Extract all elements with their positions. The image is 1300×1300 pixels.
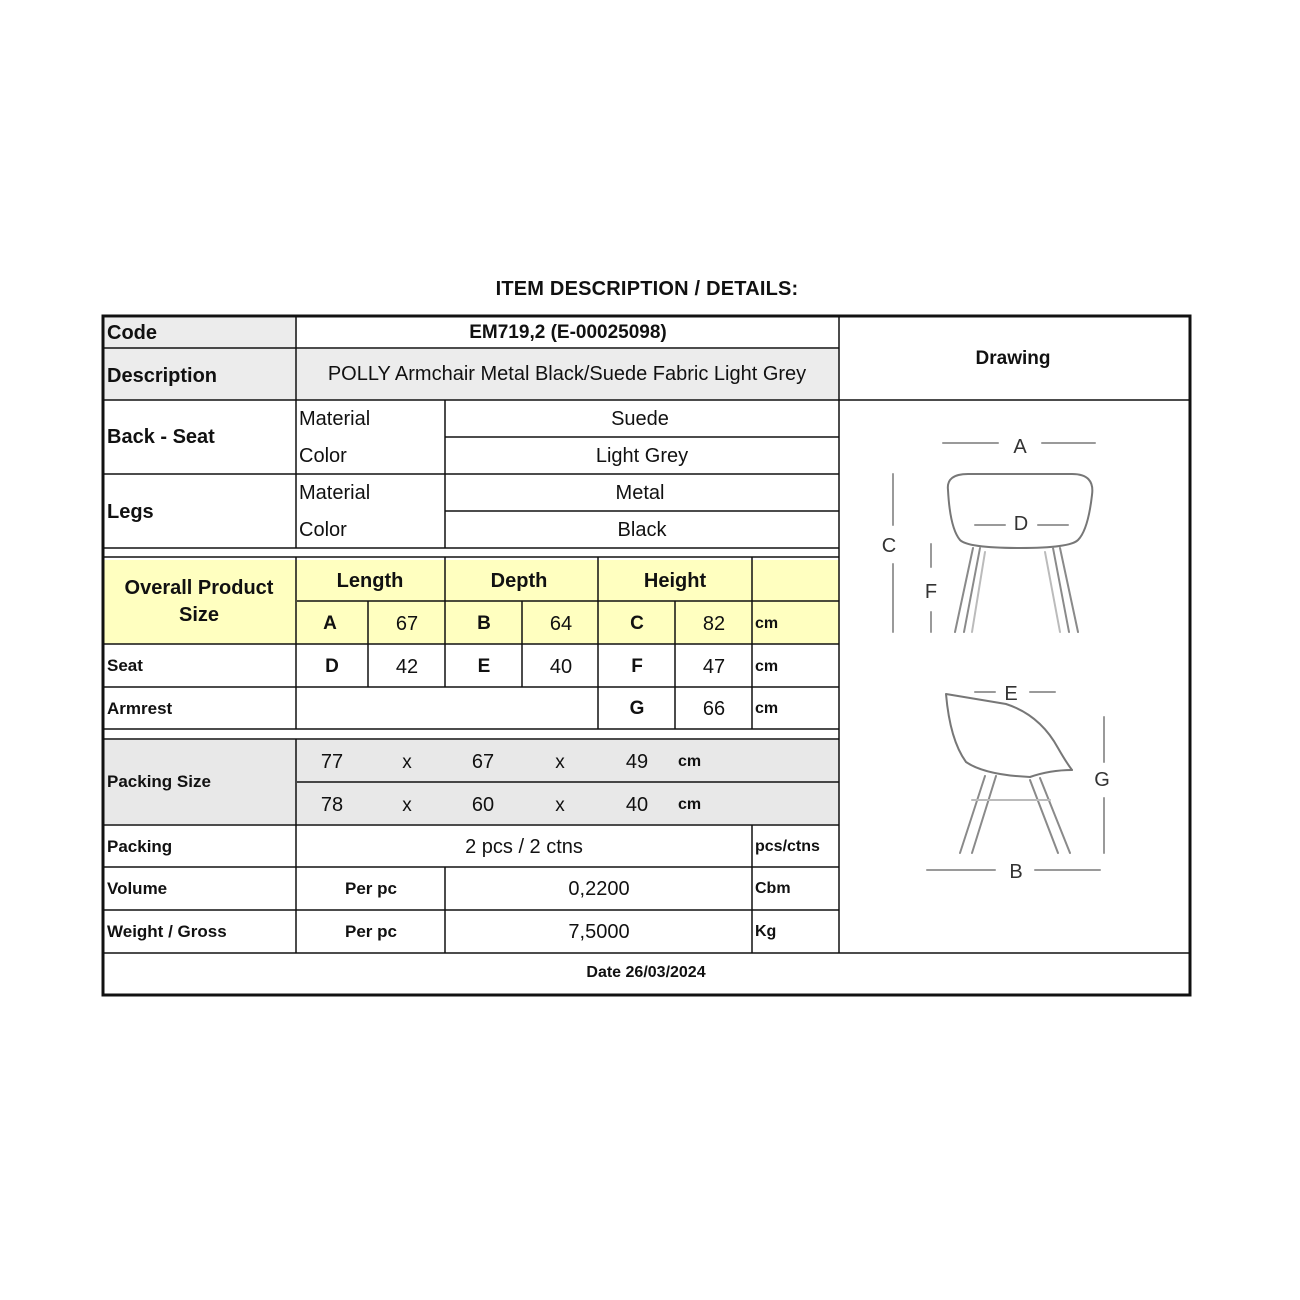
packing-size-label: Packing Size (107, 772, 211, 791)
back-seat-label: Back - Seat (107, 426, 215, 448)
dim-g-value: 66 (702, 698, 726, 720)
legs-material-label: Material (299, 482, 371, 504)
packing-row1-height: 49 (625, 751, 649, 773)
drawing-letter-g: G (1094, 769, 1110, 791)
weight-unit: Kg (755, 923, 777, 940)
volume-unit: Cbm (755, 880, 791, 897)
description-label: Description (107, 365, 218, 387)
weight-label: Weight / Gross (107, 922, 227, 941)
packing-row1-length: 77 (320, 751, 344, 773)
dim-b-value: 64 (549, 613, 573, 635)
packing-row2-unit: cm (678, 796, 702, 813)
seat-label: Seat (107, 656, 143, 675)
dim-a-label: A (323, 613, 337, 634)
legs-label: Legs (107, 501, 154, 523)
sheet-title: ITEM DESCRIPTION / DETAILS: (495, 278, 799, 300)
packing-row2-length: 78 (320, 794, 344, 816)
code-value: EM719,2 (E-00025098) (469, 322, 667, 343)
packing-row1-x1: x (402, 752, 412, 773)
volume-value: 0,2200 (568, 878, 630, 900)
drawing-letter-f: F (924, 581, 938, 603)
dim-g-label: G (629, 698, 645, 719)
packing-row2-width: 60 (471, 794, 495, 816)
packing-unit: pcs/ctns (755, 838, 820, 855)
back-seat-color-value: Light Grey (595, 445, 689, 467)
code-label: Code (107, 322, 157, 344)
dim-f-value: 47 (702, 656, 726, 678)
dim-d-value: 42 (395, 656, 419, 678)
packing-row2-x2: x (555, 795, 565, 816)
packing-row2-x1: x (402, 795, 412, 816)
height-header: Height (643, 570, 707, 592)
date-footer: Date 26/03/2024 (586, 964, 706, 981)
volume-per: Per pc (345, 879, 397, 898)
drawing-label: Drawing (975, 348, 1051, 369)
back-seat-material-label: Material (299, 408, 371, 430)
back-seat-color-label: Color (299, 445, 347, 467)
packing-row1-x2: x (555, 752, 565, 773)
dim-e-value: 40 (549, 656, 573, 678)
side-view-drawing (927, 692, 1104, 870)
length-header: Length (336, 570, 404, 592)
dim-b-label: B (477, 613, 491, 634)
packing-row1-width: 67 (471, 751, 495, 773)
armrest-label: Armrest (107, 699, 173, 718)
packing-value: 2 pcs / 2 ctns (465, 836, 583, 858)
depth-header: Depth (490, 570, 548, 592)
armrest-unit: cm (755, 700, 779, 717)
overall-unit: cm (755, 615, 779, 632)
legs-material-value: Metal (615, 482, 665, 504)
packing-label: Packing (107, 837, 173, 856)
packing-row1-unit: cm (678, 753, 702, 770)
front-view-drawing (893, 443, 1095, 632)
packing-row2-height: 40 (625, 794, 649, 816)
dim-c-label: C (630, 613, 644, 634)
dim-a-value: 67 (395, 613, 419, 635)
drawing-letter-c: C (881, 535, 897, 557)
dim-c-value: 82 (702, 613, 726, 635)
drawing-letter-d: D (1013, 513, 1029, 535)
dim-e-label: E (477, 656, 491, 677)
weight-per: Per pc (345, 922, 397, 941)
volume-label: Volume (107, 879, 168, 898)
seat-unit: cm (755, 658, 779, 675)
overall-size-label-line2: Size (178, 604, 220, 626)
weight-value: 7,5000 (568, 921, 630, 943)
description-value: POLLY Armchair Metal Black/Suede Fabric Light Grey (327, 363, 807, 385)
overall-size-label-line1: Overall Product (124, 577, 274, 599)
drawing-letter-b: B (1009, 861, 1023, 883)
drawing-letter-e: E (1004, 683, 1018, 705)
dim-f-label: F (631, 656, 643, 677)
back-seat-material-value: Suede (611, 408, 669, 430)
dim-d-label: D (325, 656, 339, 677)
legs-color-value: Black (617, 519, 667, 541)
drawing-letter-a: A (1013, 436, 1027, 458)
legs-color-label: Color (299, 519, 347, 541)
